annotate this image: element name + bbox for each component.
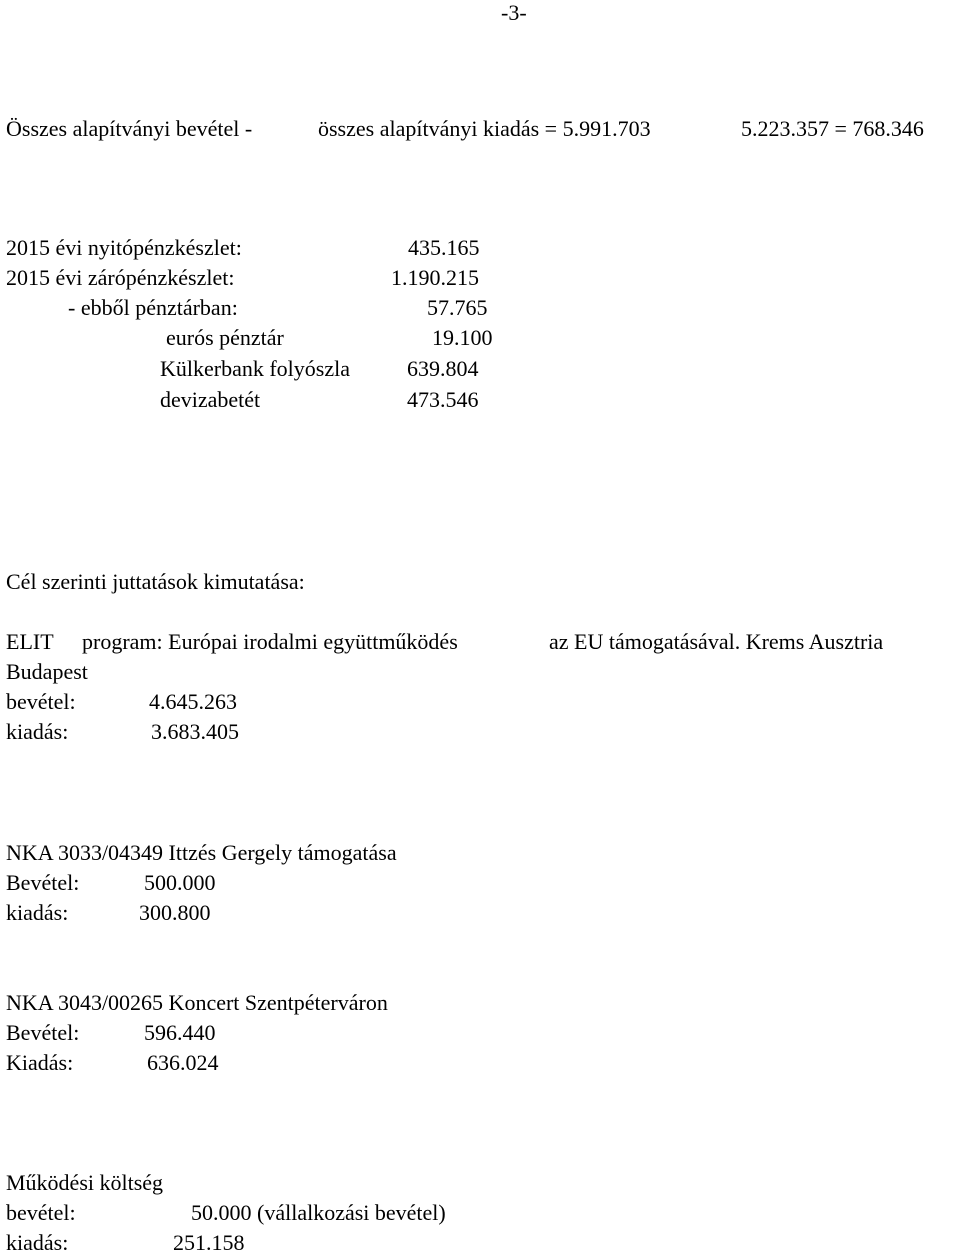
elit-income-value: 4.645.263 <box>149 689 237 714</box>
nka1-expense-label: kiadás: <box>6 900 69 925</box>
elit-description-2: az EU támogatásával. Krems Ausztria <box>549 629 884 654</box>
opening-cash-value: 435.165 <box>408 235 480 260</box>
nka1-expense-value: 300.800 <box>139 900 211 925</box>
elit-description-3: Budapest <box>6 659 88 684</box>
nka1-income-value: 500.000 <box>144 870 216 895</box>
closing-cash-label: 2015 évi zárópénzkészlet: <box>6 265 235 290</box>
summary-label: Összes alapítványi bevétel - <box>6 116 253 141</box>
nka2-income-label: Bevétel: <box>6 1020 80 1045</box>
operating-title: Működési költség <box>6 1170 164 1195</box>
nka2-expense-label: Kiadás: <box>6 1050 74 1075</box>
cash-desk-value: 57.765 <box>427 295 488 320</box>
elit-expense-label: kiadás: <box>6 719 69 744</box>
closing-cash-value: 1.190.215 <box>391 265 479 290</box>
nka1-title: NKA 3033/04349 Ittzés Gergely támogatása <box>6 840 397 865</box>
kulkerbank-label: Külkerbank folyószla <box>160 356 350 381</box>
kulkerbank-value: 639.804 <box>407 356 479 381</box>
elit-income-label: bevétel: <box>6 689 76 714</box>
elit-description: program: Európai irodalmi együttműködés <box>82 629 458 654</box>
euro-desk-value: 19.100 <box>432 325 493 350</box>
operating-income-label: bevétel: <box>6 1200 76 1225</box>
operating-expense-value: 251.158 <box>173 1230 245 1255</box>
operating-income-value: 50.000 (vállalkozási bevétel) <box>191 1200 446 1225</box>
cash-desk-label: - ebből pénztárban: <box>68 295 238 320</box>
opening-cash-label: 2015 évi nyitópénzkészlet: <box>6 235 242 260</box>
page-number: -3- <box>501 0 527 25</box>
elit-name: ELIT <box>6 629 54 654</box>
summary-values: 5.223.357 = 768.346 <box>741 116 924 141</box>
euro-desk-label: eurós pénztár <box>166 325 284 350</box>
nka2-income-value: 596.440 <box>144 1020 216 1045</box>
nka2-title: NKA 3043/00265 Koncert Szentpéterváron <box>6 990 388 1015</box>
fx-deposit-value: 473.546 <box>407 387 479 412</box>
nka1-income-label: Bevétel: <box>6 870 80 895</box>
operating-expense-label: kiadás: <box>6 1230 69 1255</box>
fx-deposit-label: devizabetét <box>160 387 261 412</box>
elit-expense-value: 3.683.405 <box>151 719 239 744</box>
nka2-expense-value: 636.024 <box>147 1050 219 1075</box>
benefits-title: Cél szerinti juttatások kimutatása: <box>6 569 305 594</box>
summary-rest: összes alapítványi kiadás = 5.991.703 <box>318 116 651 141</box>
